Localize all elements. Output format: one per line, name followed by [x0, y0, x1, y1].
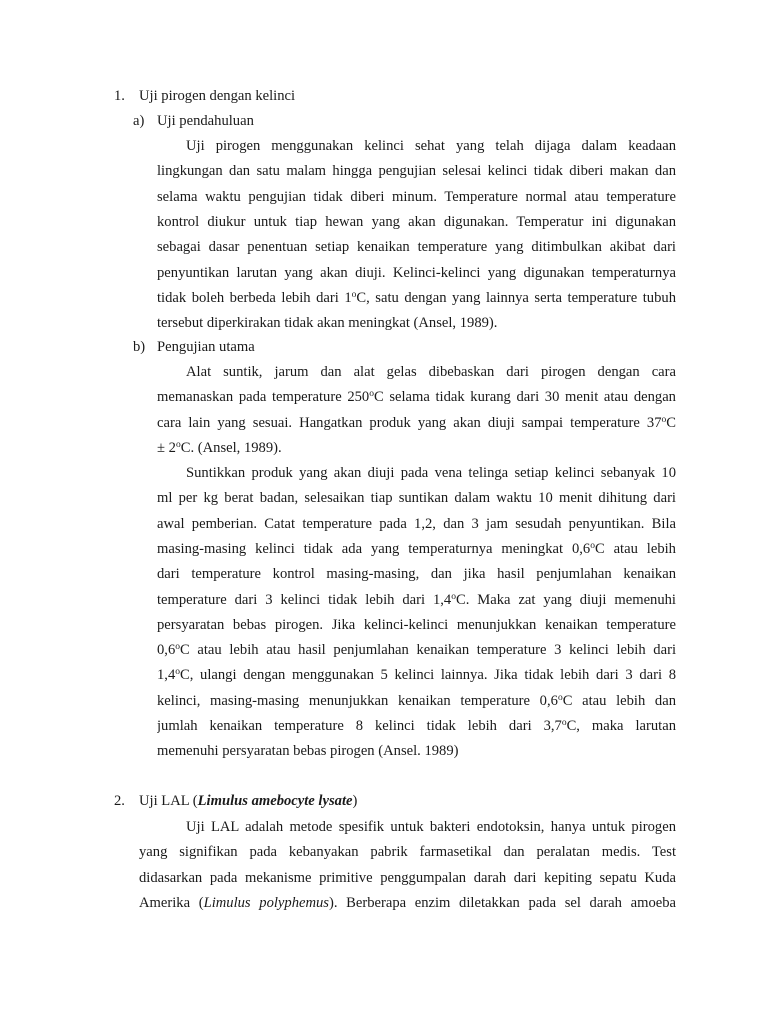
text-line: ± $2^oC$. (Ansel, 1989).	[157, 439, 282, 456]
text-line: Suntikkan produk yang akan diuji pada vena telinga setiap kelinci sebanyak 10	[186, 465, 676, 481]
text-line: jumlah kenaikan temperature 8 kelinci tidak lebih dari 3,7$^o$C, maka larutan	[157, 718, 676, 734]
section-1-number: 1.	[114, 88, 125, 104]
text-line: tersebut diperkirakan tidak akan meningkat (Ansel, 1989).	[157, 315, 498, 332]
text-line: Amerika (Limulus polyphemus). Berberapa enzim diletakkan pada sel darah amoeba	[139, 894, 676, 911]
text-line: ml per kg berat badan, selesaikan tiap suntikan dalam waktu 10 menit dihitung dari	[157, 490, 676, 507]
text-line: Uji pirogen menggunakan kelinci sehat yang telah dijaga dalam keadaan	[186, 138, 676, 154]
text-line: dari temperature kontrol masing-masing, dan jika hasil penjumlahan kenaikan	[157, 566, 676, 583]
section-2-title: Uji LAL (Limulus amebocyte lysate)	[139, 793, 358, 809]
subsection-a-letter: a)	[133, 113, 145, 129]
text-line: sebagai dasar penentuan setiap kenaikan temperature yang ditimbulkan akibat dari	[157, 239, 676, 256]
text-line: lingkungan dan satu malam hingga pengujian selesai kelinci tidak diberi makan dan	[157, 163, 676, 180]
text-line: didasarkan pada mekanisme primitive penggumpalan darah dari kepiting sepatu Kuda	[139, 869, 676, 886]
text-line: memenuhi persyaratan bebas pirogen (Ansel. 1989)	[157, 743, 459, 760]
subsection-b-title: Pengujian utama	[157, 339, 255, 355]
text-line: temperature dari 3 kelinci tidak lebih dari 1,4$^o$C. Maka zat yang diuji memenuhi	[157, 591, 676, 608]
text-line: cara lain yang sesuai. Hangatkan produk yang akan diuji sampai temperature 37$^o$C	[157, 414, 676, 431]
text-line: Uji LAL adalah metode spesifik untuk bakteri endotoksin, hanya untuk pirogen	[186, 819, 676, 835]
text-line: 0,6$^o$C atau lebih atau hasil penjumlahan kenaikan temperature 3 kelinci lebih dari	[157, 642, 676, 659]
text-line: Alat suntik, jarum dan alat gelas dibebaskan dari pirogen dengan cara	[186, 364, 676, 380]
text-line: yang signifikan pada kebanyakan pabrik farmasetikal dan peralatan medis. Test	[139, 844, 676, 861]
text-line: masing-masing kelinci tidak ada yang temperaturnya meningkat 0,6$^o$C atau lebih	[157, 540, 676, 557]
section-2-number: 2.	[114, 793, 125, 809]
text-line: penyuntikan larutan yang akan diuji. Kelinci-kelinci yang digunakan temperaturnya	[157, 264, 676, 281]
text-line: selama waktu pengujian tidak diberi minum. Temperature normal atau temperature	[157, 188, 676, 205]
section-1-title: Uji pirogen dengan kelinci	[139, 88, 296, 104]
text-line: kontrol diukur untuk tiap hewan yang akan digunakan. Temperatur ini digunakan	[157, 213, 676, 230]
text-line: persyaratan bebas pirogen. Jika kelinci-kelinci menunjukkan kenaikan temperature	[157, 616, 676, 633]
text-line: kelinci, masing-masing menunjukkan kenaikan temperature 0,6$^o$C atau lebih dan	[157, 692, 676, 709]
text-line: tidak boleh berbeda lebih dari 1$^o$C, satu dengan yang lainnya serta temperature tubuh	[157, 289, 676, 306]
subsection-b-letter: b)	[133, 339, 146, 355]
text-line: awal pemberian. Catat temperature pada 1,2, dan 3 jam sesudah penyuntikan. Bila	[157, 515, 676, 532]
subsection-a-title: Uji pendahuluan	[157, 113, 254, 129]
text-line: memanaskan pada temperature 250$^o$C selama tidak kurang dari 30 menit atau dengan	[157, 389, 676, 406]
text-line: 1,4$^o$C, ulangi dengan menggunakan 5 kelinci lainnya. Jika tidak lebih dari 3 dari 8	[157, 667, 676, 684]
